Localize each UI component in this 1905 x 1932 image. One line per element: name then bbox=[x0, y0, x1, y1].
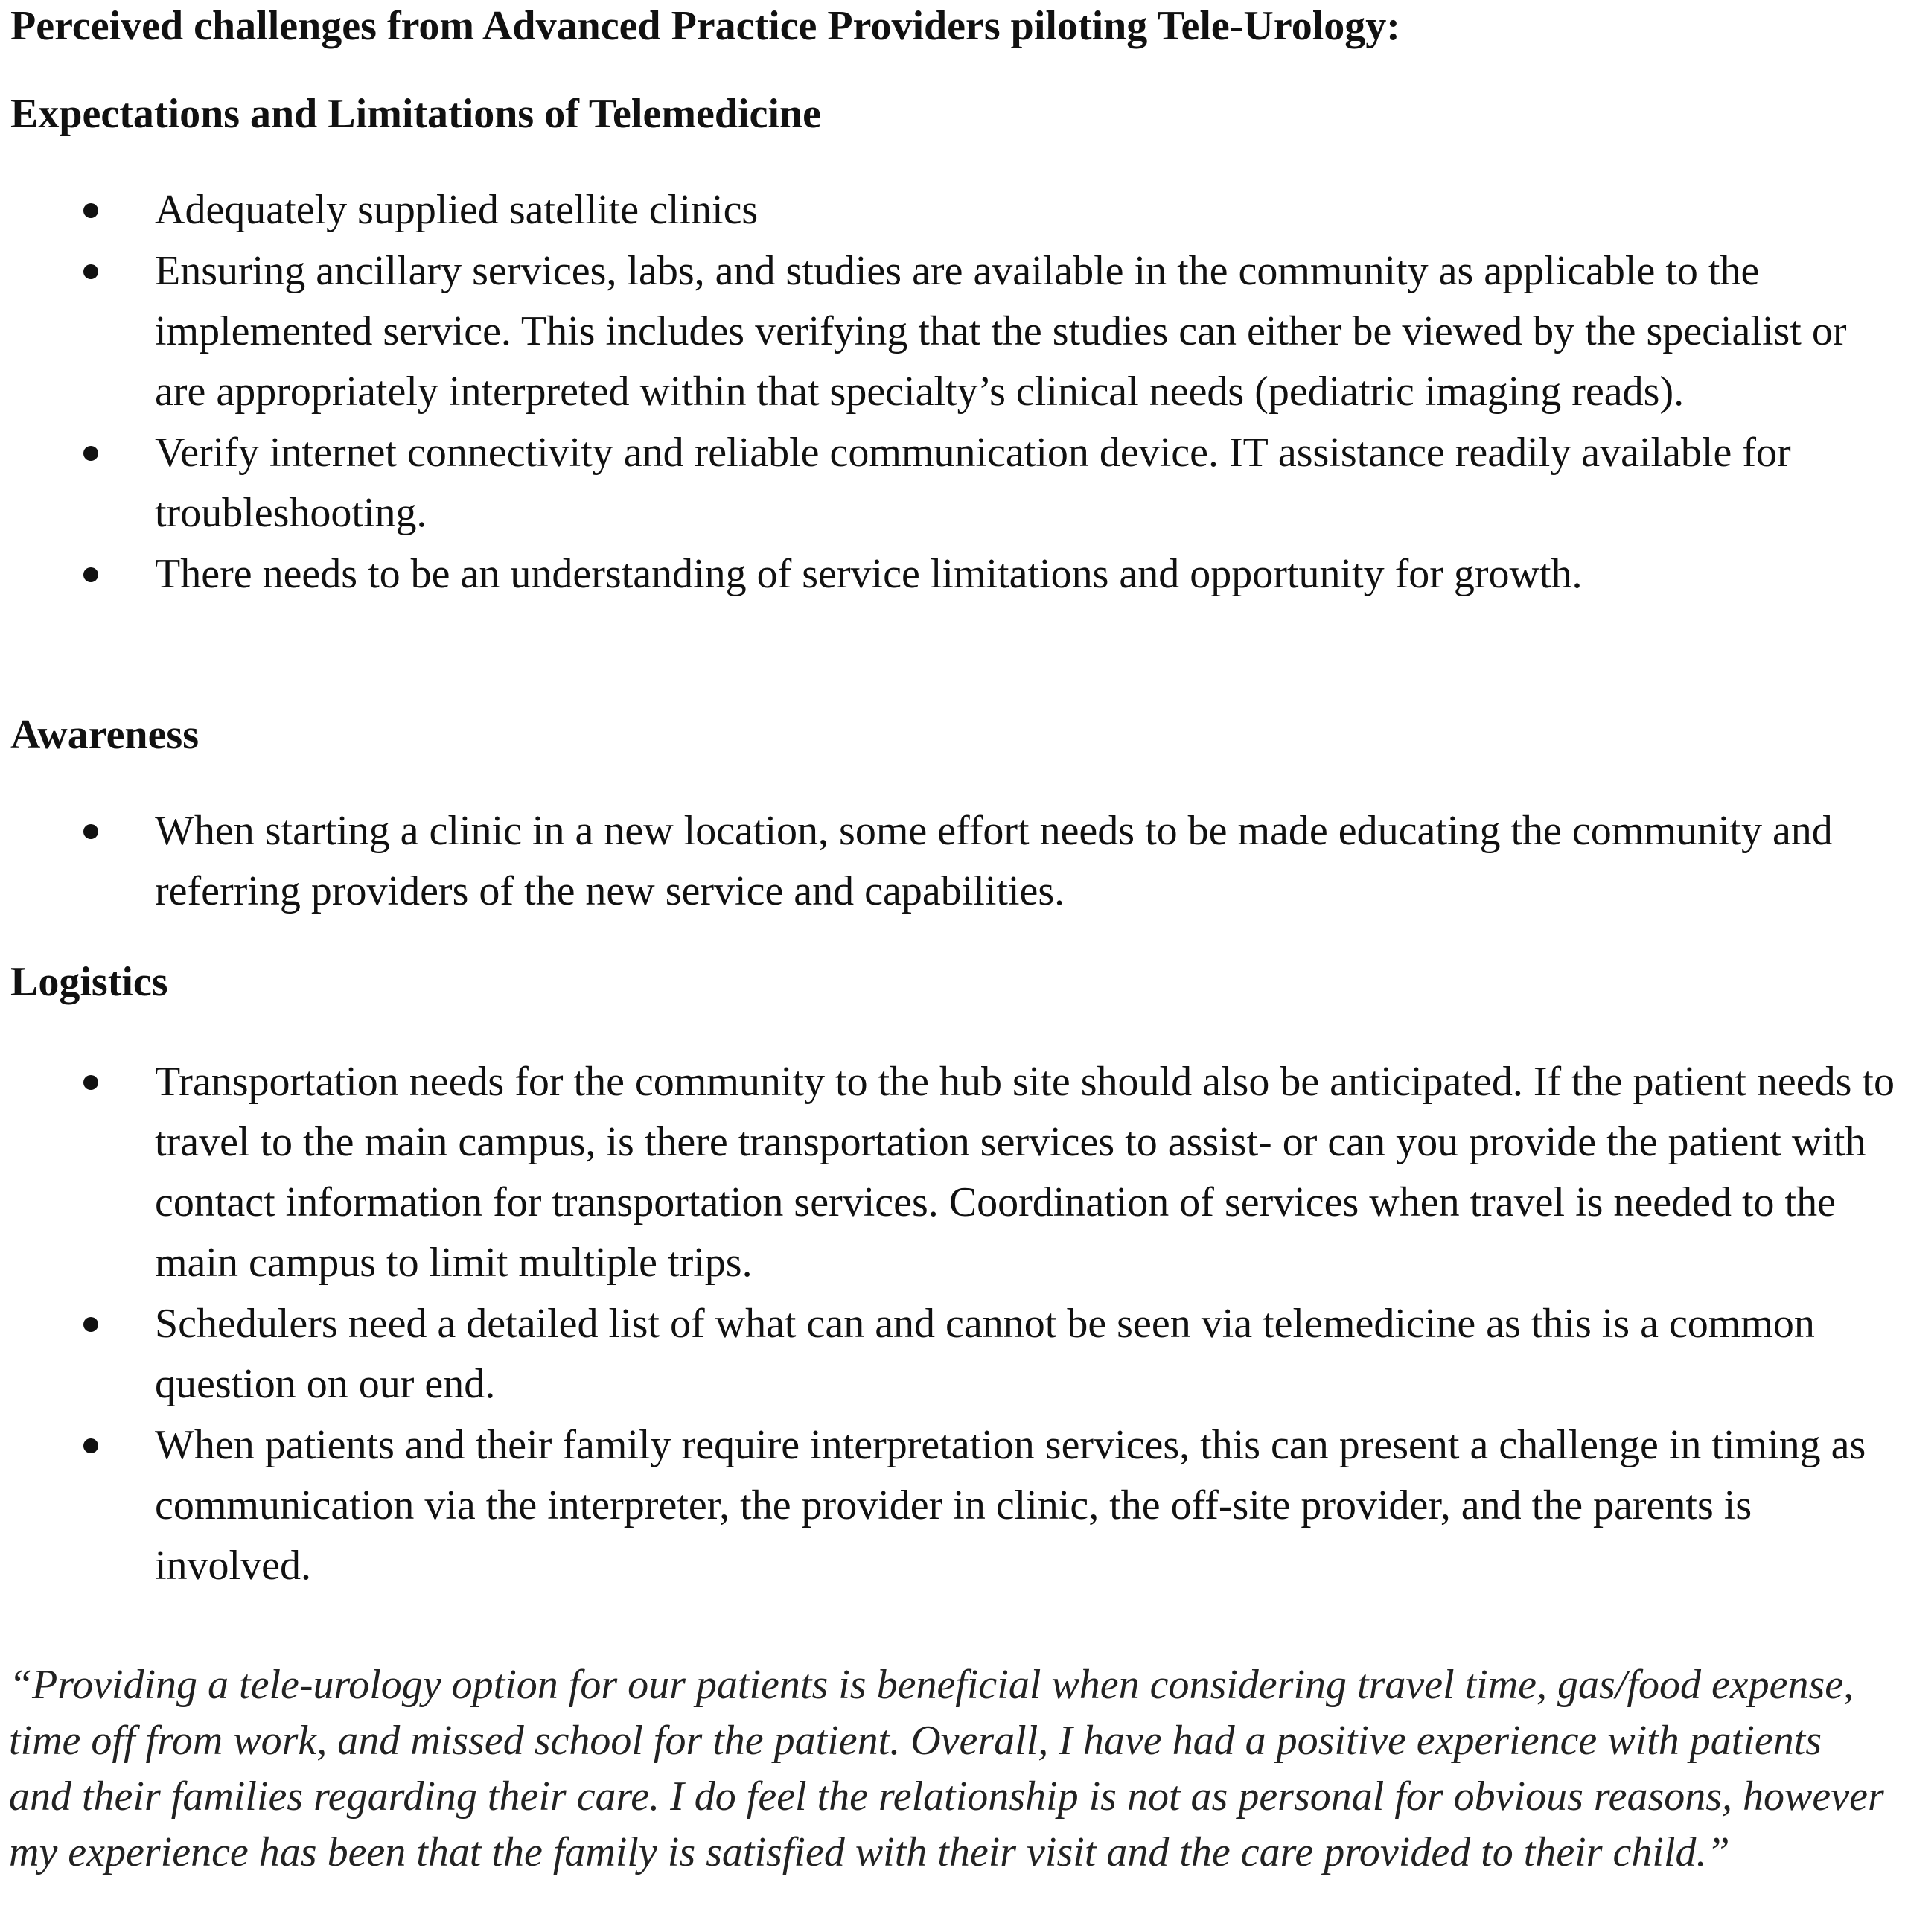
bullet-icon bbox=[83, 824, 98, 839]
bullet-icon bbox=[83, 446, 98, 461]
list-item: Adequately supplied satellite clinics bbox=[0, 180, 1897, 240]
page-title: Perceived challenges from Advanced Practice Providers piloting Tele-Urology: bbox=[10, 3, 1400, 49]
logistics-list bbox=[0, 1052, 1905, 1597]
bullet-icon bbox=[83, 1075, 98, 1090]
list-item: When patients and their family require interpretation services, this can present a challenge in timing as communication via the interpreter, the provider in clinic, the off-site provider, and the parents is involved. bbox=[0, 1415, 1897, 1596]
list-item: Ensuring ancillary services, labs, and studies are available in the community as applicable to the implemented service. This includes verifying that the studies can either be viewed by the specialist or are appropriately interpreted within that specialty’s clinical needs (pediatric imaging reads). bbox=[0, 241, 1897, 422]
list-item: Verify internet connectivity and reliable communication device. IT assistance readily available for troubleshooting. bbox=[0, 423, 1897, 543]
bullet-icon bbox=[83, 1317, 98, 1332]
section-heading-logistics: Logistics bbox=[10, 959, 168, 1005]
section-heading-expectations: Expectations and Limitations of Telemedicine bbox=[10, 91, 821, 137]
list-item: There needs to be an understanding of service limitations and opportunity for growth. bbox=[0, 544, 1897, 605]
expectations-list bbox=[0, 180, 1905, 605]
provider-quote: “Providing a tele-urology option for our patients is beneficial when considering travel time, gas/food expense, time off from work, and missed school for the patient. Overall, I have had a positive experience with patients and their families regarding their care. I do feel the relationship is not as personal for obvious reasons, however my experience has been that the family is satisfied with their visit and the care provided to their child.” bbox=[9, 1662, 1884, 1875]
bullet-icon bbox=[83, 203, 98, 218]
list-item: When starting a clinic in a new location, some effort needs to be made educating the community and referring providers of the new service and capabilities. bbox=[0, 801, 1897, 922]
awareness-list bbox=[0, 801, 1905, 922]
list-item: Transportation needs for the community to the hub site should also be anticipated. If the patient needs to travel to the main campus, is there transportation services to assist- or can you provide the patient with contact information for transportation services. Coordination of services when travel is needed to the main campus to limit multiple trips. bbox=[0, 1052, 1897, 1293]
bullet-icon bbox=[83, 1438, 98, 1453]
bullet-icon bbox=[83, 264, 98, 279]
list-item: Schedulers need a detailed list of what can and cannot be seen via telemedicine as this is a common question on our end. bbox=[0, 1294, 1897, 1415]
section-heading-awareness: Awareness bbox=[10, 712, 200, 758]
bullet-icon bbox=[83, 567, 98, 582]
